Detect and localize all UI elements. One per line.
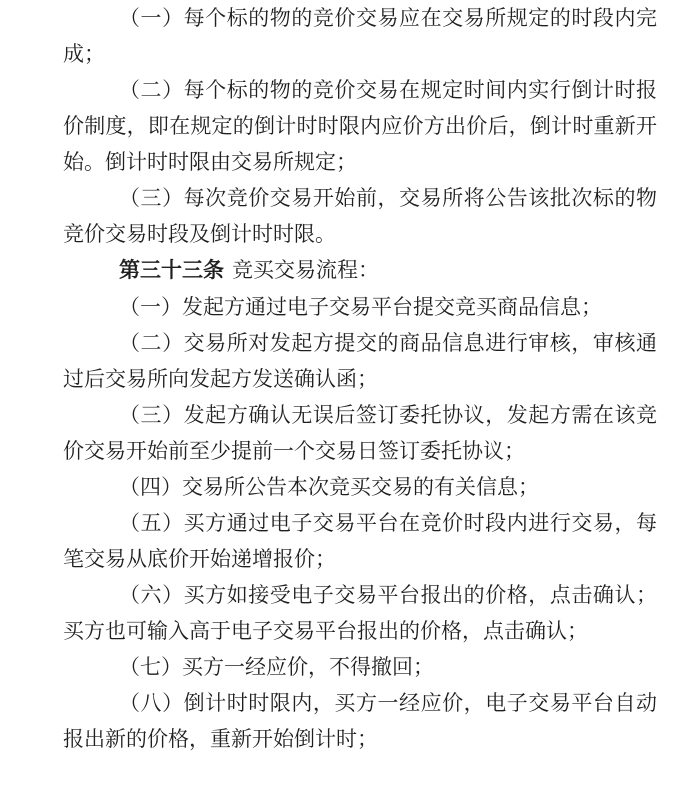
clause-item: （一）发起方通过电子交易平台提交竞买商品信息； [119,295,602,319]
clause-item: （三）每次竞价交易开始前，交易所将公告该批次标的物竞价交易时段及倒计时时限。 [63,186,657,246]
clause-item: （六）买方如接受电子交易平台报出的价格，点击确认；买方也可输入高于电子交易平台报出的价格，点击确认； [63,583,657,643]
clause-item: （二）交易所对发起方提交的商品信息进行审核，审核通过后交易所向发起方发送确认函； [63,331,657,391]
clause-item: （八）倒计时时限内，买方一经应价，电子交易平台自动报出新的价格，重新开始倒计时； [63,691,657,751]
clause-item: （三）发起方确认无误后签订委托协议，发起方需在该竞价交易开始前至少提前一个交易日签订委托协议； [63,403,657,463]
clause-item: （四）交易所公告本次竞买交易的有关信息； [119,475,539,499]
clause-item: （五）买方通过电子交易平台在竞价时段内进行交易，每笔交易从底价开始递增报价； [63,511,657,571]
article-number: 第三十三条 [119,259,224,282]
clause-item: （二）每个标的物的竞价交易在规定时间内实行倒计时报价制度，即在规定的倒计时时限内应价方出价后，倒计时重新开始。倒计时时限由交易所规定； [63,78,657,174]
article-heading [63,252,657,289]
clause-item: （七）买方一经应价，不得撤回； [119,655,434,679]
document-content [63,0,657,757]
clause-item: （一）每个标的物的竞价交易应在交易所规定的时段内完成； [63,6,657,66]
article-title: 竞买交易流程： [231,258,379,282]
